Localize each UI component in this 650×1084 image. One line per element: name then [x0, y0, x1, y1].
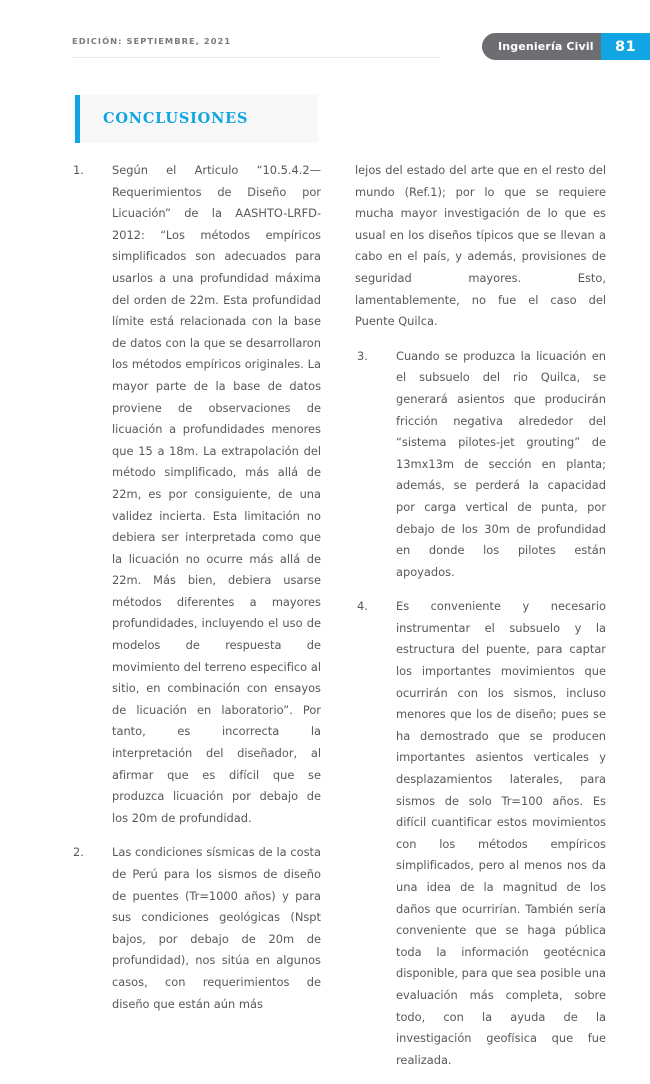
- title-accent-bar: [75, 95, 80, 143]
- section-title: CONCLUSIONES: [103, 110, 249, 127]
- list-item-text: Es conveniente y necesario instrumentar el subsuelo y la estructura del puente, para captar los importantes movimientos que ocurrirán con los sismos, incluso menores que los de diseño; pues se ha demostrado que se producen importantes asientos verticales y desplazamientos laterales, para sismos de solo Tr=100 años. Es difícil cuantificar estos movimientos con los métodos empíricos simplificados, pero al menos nos da una idea de la magnitud de los daños que ocurrirían. También sería conveniente que se haga pública toda la información geotécnica disponible, para que sea posible una evaluación más completa, sobre todo, con la ayuda de la investigación geofísica que fue realizada.: [396, 599, 606, 1067]
- list-item-number: 2.: [73, 845, 84, 860]
- list-item: [355, 346, 606, 584]
- paragraph-continuation: lejos del estado del arte que en el resto del mundo (Ref.1); por lo que se requiere mucha mayor investigación de lo que es usual en los diseños típicos que se llevan a cabo en el país, y además, provisiones de seguridad mayores. Esto, lamentablemente, no fue el caso del Puente Quilca.: [355, 163, 606, 329]
- right-column: [355, 160, 606, 1084]
- list-item-number: 1.: [73, 163, 84, 177]
- left-column: [71, 160, 321, 1028]
- list-item-number: 3.: [357, 348, 368, 363]
- list-item: [355, 596, 606, 1071]
- header-divider: [72, 57, 440, 58]
- list-item-text: Las condiciones sísmicas de la costa de Perú para los sismos de diseño de puentes (Tr=1000 años) y para sus condiciones geológicas (Nspt bajos, por debajo de 20m de profundidad), nos sitúa en algunos casos, con requerimientos de diseño que están aún más: [112, 845, 321, 1011]
- list-item-text: Cuando se produzca la licuación en el subsuelo del rio Quilca, se generará asientos que producirán fricción negativa alrededor del “sistema pilotes-jet grouting” de 13mx13m de sección en planta; además, se perderá la capacidad por carga vertical de punta, por debajo de los 30m de profundidad en donde los pilotes están apoyados.: [396, 348, 606, 579]
- page-header: [0, 0, 650, 70]
- edition-label: EDICIÓN: SEPTIEMBRE, 2021: [72, 36, 232, 46]
- magazine-name-tag: Ingeniería Civil: [482, 33, 608, 60]
- section-title-block: [75, 95, 318, 143]
- list-item-number: 4.: [357, 599, 368, 614]
- list-item: [71, 842, 321, 1015]
- list-item: [71, 160, 321, 829]
- list-item-text: Según el Articulo “10.5.4.2—Requerimientos de Diseño por Licuación” de la AASHTO-LRFD-2012: “Los métodos empíricos simplificados son adecuados para usarlos a una profundidad máxima del orden de 22m. Esta profundidad límite está relacionada con la base de datos con la que se desarrollaron los métodos empíricos originales. La mayor parte de la base de datos proviene de observaciones de licuación a profundidades menores que 15 a 18m. La extrapolación del método simplificado, más allá de 22m, es por consiguiente, de una validez incierta. Esta limitación no debiera ser interpretada como que la licuación no ocurre más allá de 22m. Más bien, debiera usarse métodos diferentes a mayores profundidades, incluyendo el uso de modelos de respuesta de movimiento del terreno especifico al sitio, en combinación con ensayos de licuación en laboratorio”. Por tanto, es incorrecta la interpretación del diseñador, al afirmar que es difícil que se produzca licuación por debajo de los 20m de profundidad.: [112, 163, 321, 825]
- page-number-badge: 81: [601, 33, 650, 60]
